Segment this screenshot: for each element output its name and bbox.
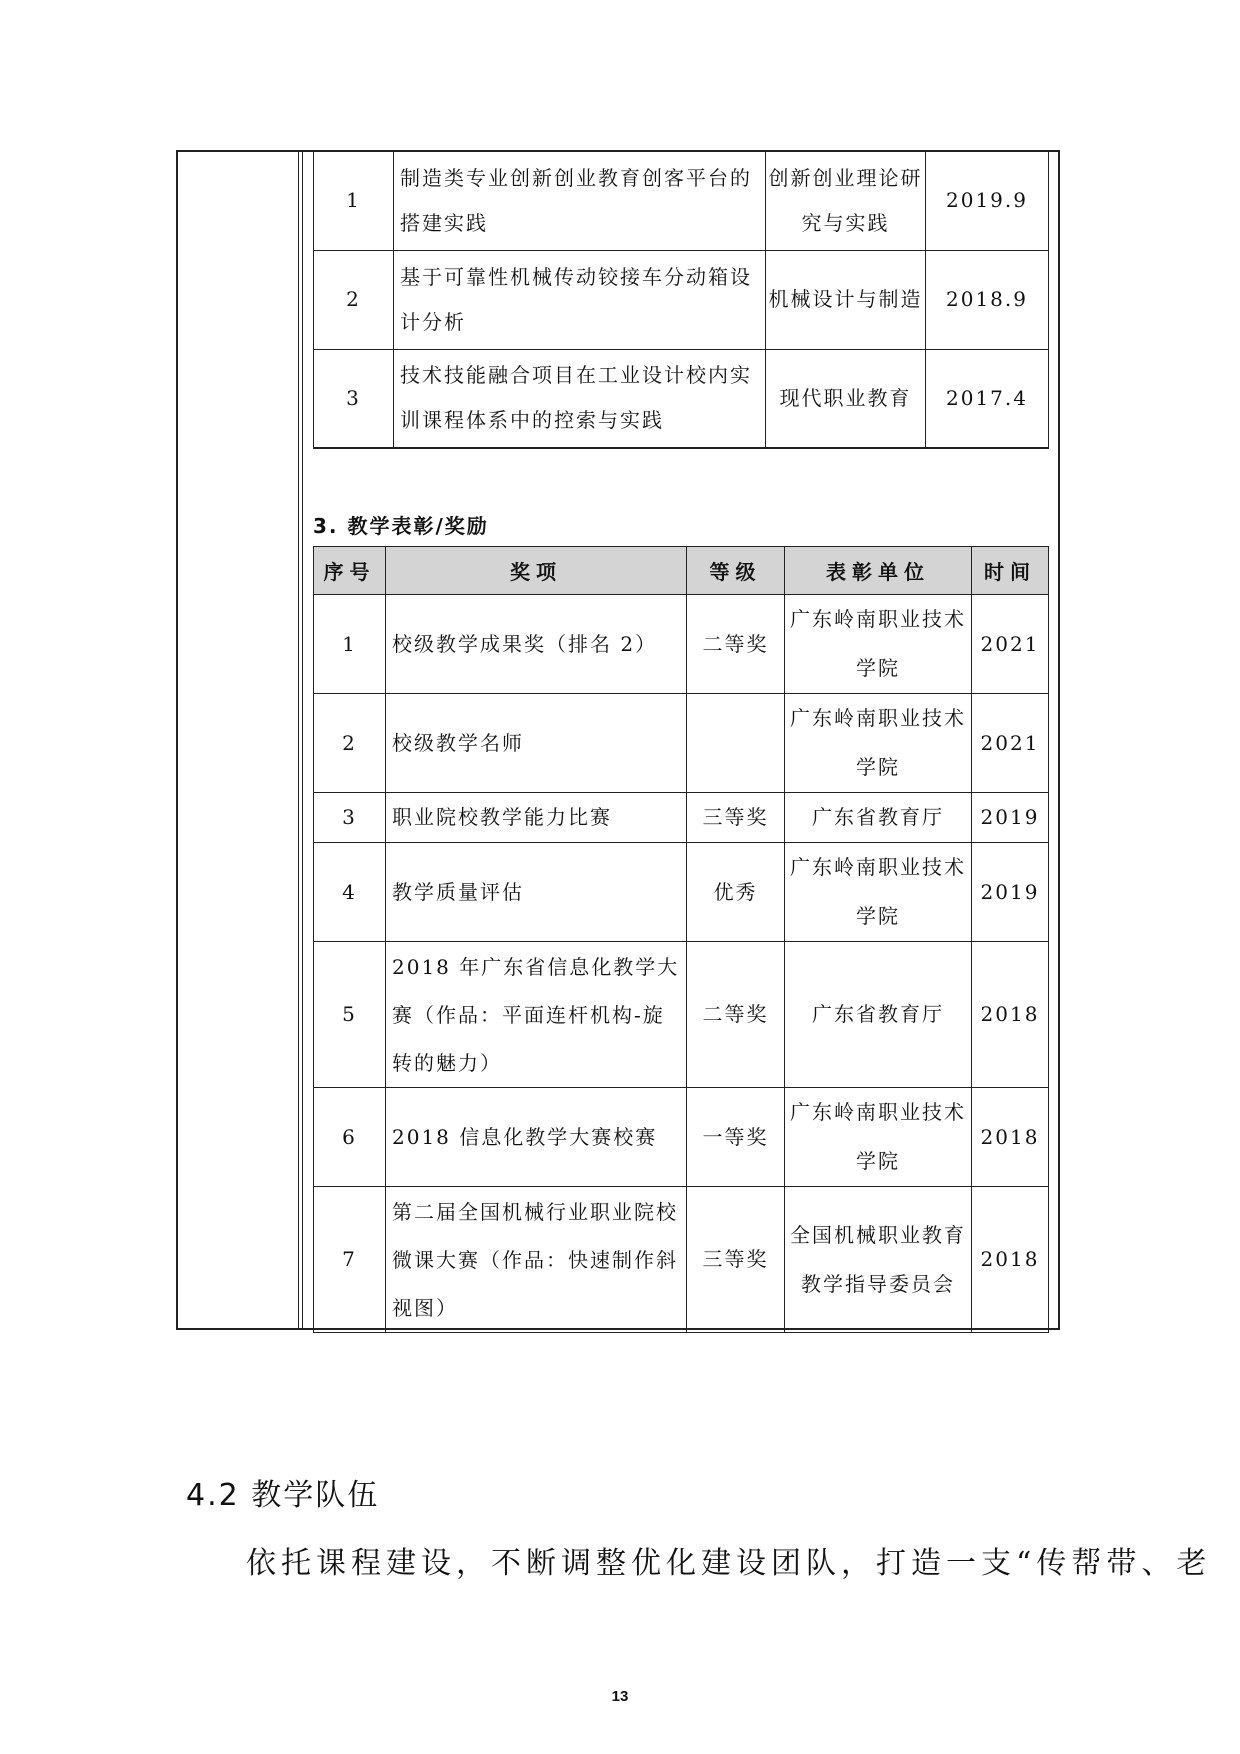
award-no: 2 — [314, 694, 386, 793]
header-level: 等级 — [687, 547, 785, 595]
award-unit: 广东岭南职业技术学院 — [785, 843, 972, 942]
award-name: 第二届全国机械行业职业院校微课大赛（作品：快速制作斜视图） — [386, 1187, 687, 1333]
table-row — [314, 1088, 1049, 1187]
table-row — [314, 151, 1049, 250]
paper-no: 3 — [314, 349, 394, 448]
header-year: 时间 — [972, 547, 1049, 595]
award-name: 2018 信息化教学大赛校赛 — [386, 1088, 687, 1187]
header-no: 序号 — [314, 547, 386, 595]
paper-journal: 创新创业理论研究与实践 — [766, 151, 926, 250]
award-level: 三等奖 — [687, 793, 785, 843]
paper-title: 技术技能融合项目在工业设计校内实训课程体系中的控索与实践 — [394, 349, 766, 448]
award-year: 2018 — [972, 942, 1049, 1088]
award-unit: 广东岭南职业技术学院 — [785, 595, 972, 694]
body-paragraph: 依托课程建设，不断调整优化建设团队，打造一支“传帮带、老 — [246, 1546, 1212, 1581]
paper-journal: 现代职业教育 — [766, 349, 926, 448]
award-year: 2019 — [972, 843, 1049, 942]
header-unit: 表彰单位 — [785, 547, 972, 595]
award-level: 二等奖 — [687, 942, 785, 1088]
paper-title: 制造类专业创新创业教育创客平台的搭建实践 — [394, 151, 766, 250]
award-year: 2021 — [972, 694, 1049, 793]
paper-no: 2 — [314, 250, 394, 349]
table-row — [314, 250, 1049, 349]
section-heading: 4.2 教学队伍 — [186, 1478, 380, 1513]
award-year: 2019 — [972, 793, 1049, 843]
table-row — [314, 595, 1049, 694]
award-unit: 广东岭南职业技术学院 — [785, 694, 972, 793]
award-name: 校级教学名师 — [386, 694, 687, 793]
awards-table — [313, 546, 1049, 1333]
award-level: 一等奖 — [687, 1088, 785, 1187]
section-title: 3. 教学表彰/奖励 — [313, 514, 489, 538]
award-no: 7 — [314, 1187, 386, 1333]
paper-no: 1 — [314, 151, 394, 250]
award-level — [687, 694, 785, 793]
paper-date: 2019.9 — [926, 151, 1049, 250]
award-name: 教学质量评估 — [386, 843, 687, 942]
page-number: 13 — [611, 1688, 629, 1705]
header-award: 奖项 — [386, 547, 687, 595]
papers-table — [313, 150, 1049, 449]
award-level: 优秀 — [687, 843, 785, 942]
paper-journal: 机械设计与制造 — [766, 250, 926, 349]
table-row — [314, 694, 1049, 793]
award-unit: 广东岭南职业技术学院 — [785, 1088, 972, 1187]
frame-divider — [302, 152, 303, 1328]
award-no: 1 — [314, 595, 386, 694]
award-level: 三等奖 — [687, 1187, 785, 1333]
table-row — [314, 1187, 1049, 1333]
paper-date: 2017.4 — [926, 349, 1049, 448]
frame-divider — [298, 152, 299, 1328]
table-row — [314, 793, 1049, 843]
table-row — [314, 843, 1049, 942]
award-year: 2018 — [972, 1187, 1049, 1333]
award-unit: 广东省教育厅 — [785, 942, 972, 1088]
table-header-row — [314, 547, 1049, 595]
award-no: 6 — [314, 1088, 386, 1187]
award-unit: 广东省教育厅 — [785, 793, 972, 843]
table-row — [314, 349, 1049, 448]
award-unit: 全国机械职业教育教学指导委员会 — [785, 1187, 972, 1333]
paper-date: 2018.9 — [926, 250, 1049, 349]
award-name: 职业院校教学能力比赛 — [386, 793, 687, 843]
award-no: 5 — [314, 942, 386, 1088]
award-year: 2018 — [972, 1088, 1049, 1187]
award-year: 2021 — [972, 595, 1049, 694]
award-name: 校级教学成果奖（排名 2） — [386, 595, 687, 694]
award-name: 2018 年广东省信息化教学大赛（作品：平面连杆机构-旋转的魅力） — [386, 942, 687, 1088]
award-no: 4 — [314, 843, 386, 942]
table-row — [314, 942, 1049, 1088]
award-no: 3 — [314, 793, 386, 843]
award-level: 二等奖 — [687, 595, 785, 694]
paper-title: 基于可靠性机械传动铰接车分动箱设计分析 — [394, 250, 766, 349]
